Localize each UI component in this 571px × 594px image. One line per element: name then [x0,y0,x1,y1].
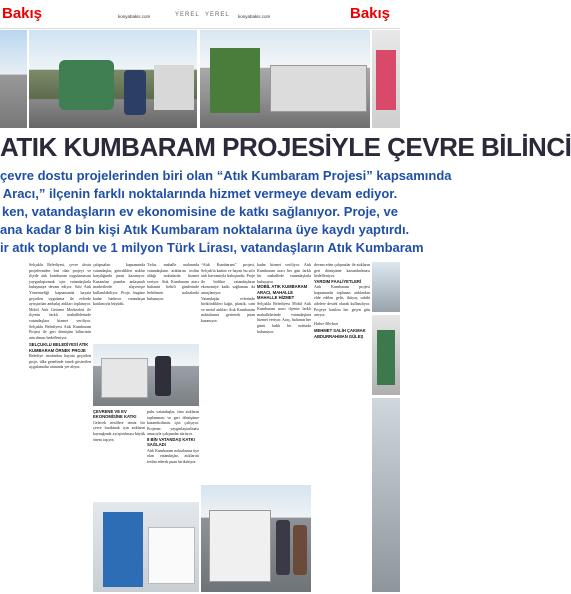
worker-shape [155,356,171,396]
person-shape-2 [276,520,290,575]
column-6-source: Haber Merkezi [314,320,339,326]
column-5-text-a: kadar hizmet veriliyor. Atık Kumbaram aracı her gün farklı bir mahallede vatandaşlarla buluşuyor. [257,262,311,284]
bin-shape-2 [377,330,395,385]
column-5-text-b: Selçuklu Belediyesi Mobil Atık Kumbaram aracı ilçenin farklı mahallelerinde vatandaşlara hizmet veriyor. Araç, haftanın her günü farklı bir noktada bulunuyor. [257,300,311,334]
section-label-right: YEREL [205,12,230,18]
spot-line-4: ana kadar 8 bin kişi Atık Kumbaram noktalarına üye kaydı yaptırdı. [0,222,410,237]
column-5 [257,262,311,482]
column-6-signature: MEHMET SALİH ÇAKMAK ABDURRAHMAN GÜLEŞ [314,328,366,339]
column-3-text-b: Atık Kumbaram noktalarına üye olan vatandaşlar, atıklarını teslim ederek puan biriktiriyor. [147,447,199,464]
column-4 [201,262,255,482]
column-2-text-b: Tırlar, mahalle aralarında vatandaşların atıklarını teslim aldığı noktalarda hizmet veriyor. Atık Kumbaram aracı haftanın belirli günlerinde belirlenen noktalarda bulunuyor. [147,262,199,301]
spot-line-5: ir atık toplandı ve 1 milyon Türk Lirası, vatandaşların Atık Kumbaram [0,240,424,255]
column-6 [314,262,370,592]
column-2-top [93,262,145,342]
column-6-text-b: Atık Kumbaram projesi kapsamında toplanan atıklardan elde edilen gelir, ihtiyaç sahibi ailelere destek olarak kullanılıyor. Projeye katılım her geçen gün artıyor. [314,284,370,318]
column-3-text-a: pulu vatandaşlar, tüm atıkların toplanması ve geri dönüşüme kazandırılması için çalışıyor. Projenin yaygınlaştırılması amacıyla çalışmalar sürüyor. [147,409,199,437]
photo-recycling-containers [29,30,197,128]
photo-right-strip-1 [372,262,400,312]
left-brand-logo: Bakış [2,5,43,22]
kiosk-shape [103,512,143,587]
photo-vehicle-people [201,485,311,592]
person-shape [124,70,146,115]
container-shape [59,60,114,110]
photo-left-edge [0,30,27,128]
section-label-left: YEREL [175,12,200,18]
truck-shape-2 [101,358,148,398]
column-5-subhead: MOBİL ATIK KUMBARAM ARACI, MAHALLE MAHALLE HİZMET [257,284,308,301]
spot-line-3: ken, vatandaşların ev ekonomisine de katkı sağlanıyor. Proje, ve [2,204,398,219]
site-url-left: konyabakis.com [118,14,151,19]
column-1-text-b: Belediye tarafından hayata geçirilen proje, ülke genelinde örnek gösterilen uygulamalar arasında yer alıyor. [29,353,91,370]
column-2-text-c: Gelecek nesillere temiz bir çevre bırakmak için atıkların kaynağında ayrıştırılması büyük önem taşıyor. [93,419,145,442]
photo-right-strip-2 [372,315,400,395]
photo-truck-street [200,30,370,128]
column-2-subhead: ÇEVRENE VE EV EKONOMİSİNE KATKI [93,409,137,420]
person-shape-3 [293,525,307,575]
photo-right-strip-3 [372,398,400,592]
tree-shape [210,48,260,113]
vehicle-shape-2 [209,510,271,582]
right-brand-logo: Bakış [350,5,391,22]
column-4-text-a: “Atık Kumbaram” projesi, Selçuk'ta kadını ve hayatı bu sıfır atık kavramıyla buluşturdu. Proje ile birlikte vatandaşların ekonomiye katkı sağlaması da amaçlanıyor. [201,262,255,295]
truck-shape [270,65,367,112]
bin-shape [376,50,396,110]
vehicle-shape [154,65,194,110]
column-3-bottom [147,409,199,499]
site-url-right: konyabakis.com [238,14,271,19]
column-1 [29,262,91,592]
photo-right-edge [372,30,400,128]
column-3-subhead: 8 BİN VATANDAŞ KATKI SAĞLADI [147,436,195,448]
page-headline: ATIK KUMBARAM PROJESİYLE ÇEVRE BİLİNCİ [0,132,571,162]
column-6-subhead: YARDIM FAALİYETLERİ [314,278,362,284]
column-2-text-a: çalışmaları kapsamında vatandaşlar, getirdikleri atıklar karşılığında puan kazanıyor. Kazanılan puanlar anlaşmalı marketlerde alışverişte kullanılabiliyor. Proje, bugüne kadar binlerce vatandaşın katılımıyla büyüdü. [93,262,145,307]
column-1-text-a: Selçuklu Belediyesi, çevre dostu projelerinden biri olan projeyi ve ilçede atık kumbaram uygulamasını yaygınlaştırmak için vatandaşlarla buluşmaya devam ediyor. Sıfır Atık Yönetmeliği kapsamında hayata geçirilen uygulama ile evlerde ayrıştırılan ambalaj atıkları toplanıyor. Mobil Atık Getirme Merkezleri ile ilçenin farklı mahallelerinde vatandaşlara hizmet veriliyor. Selçuklu Belediyesi Atık Kumbaram Projesi ile geri dönüşüm bilincinin artırılması hedefleniyor. [29,262,91,340]
column-1-subhead: SELÇUKLU BELEDİYESİ ATIK KUMBARAM ÖRNEK PROJE [29,342,89,353]
spot-line-2: Aracı,” ilçenin farklı noktalarında hizmet vermeye devam ediyor. [2,186,398,201]
column-4-text-b: Vatandaşlar evlerinde biriktirdikleri kağıt, plastik, cam ve metal atıkları Atık Kumbaram noktalarına getirerek puan kazanıyor. [201,295,255,323]
top-bar [0,0,400,29]
column-6-text-a: devam eden çalışmalar ile atıkların geri dönüşüme kazandırılması hedefleniyor. [314,262,370,279]
spot-line-1: çevre dostu projelerinden biri olan “Atık Kumbaram Projesi” kapsamında [0,168,452,183]
box-shape [148,527,195,584]
photo-worker-truck [93,344,199,406]
column-3-top [147,262,199,342]
photo-kiosk [93,502,199,592]
